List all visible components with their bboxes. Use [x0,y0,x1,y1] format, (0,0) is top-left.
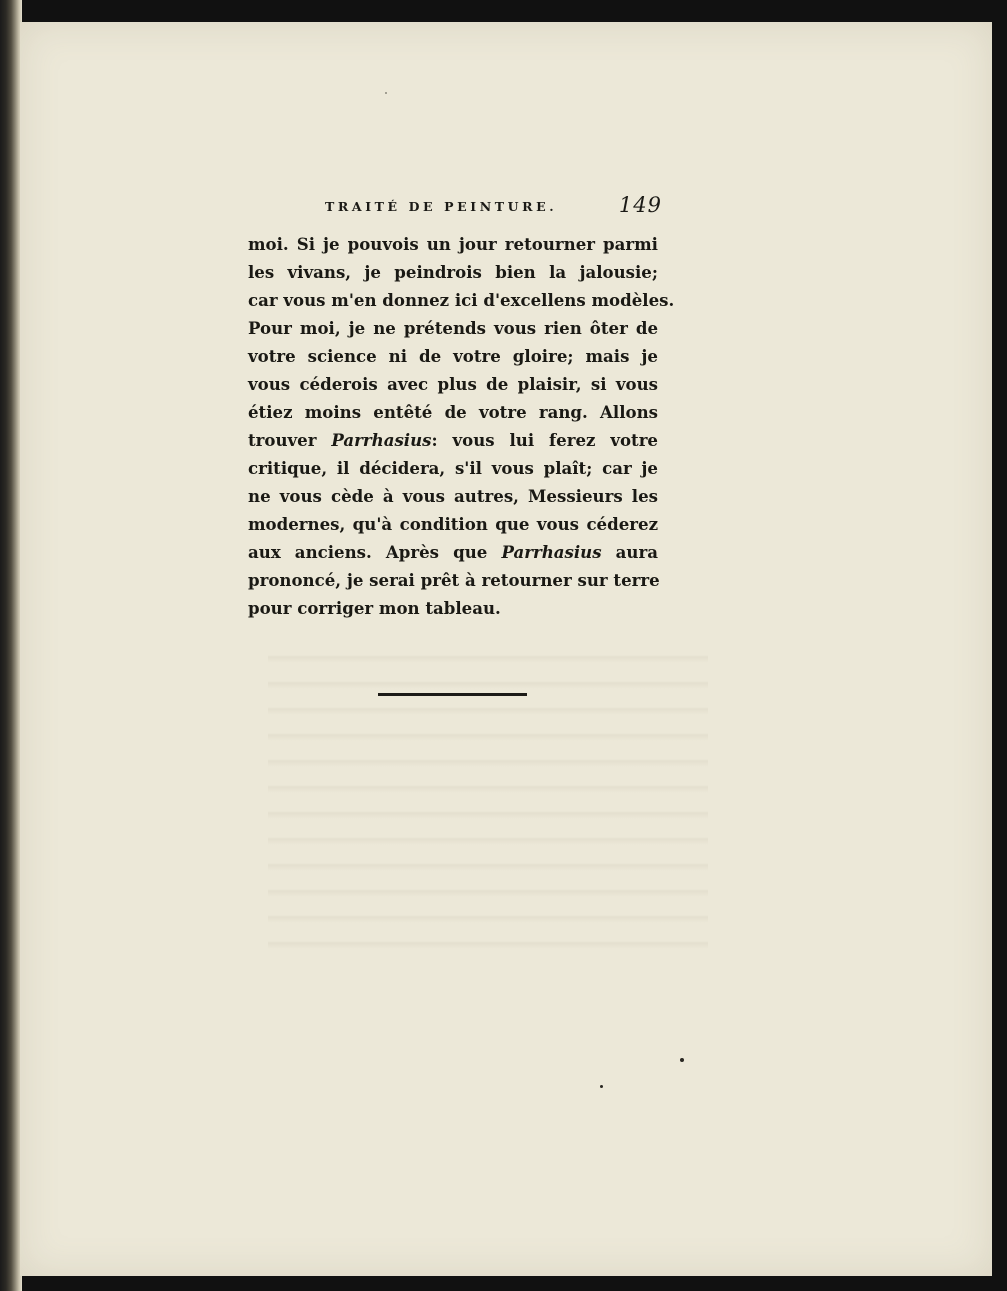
text-fragment: : vous lui ferez votre [431,430,658,450]
text-line: Pour moi, je ne prétends vous rien ôter de [248,318,658,338]
text-fragment: aux anciens. Après que [248,542,502,562]
text-line: moi. Si je pouvois un jour retourner parmi [248,234,658,254]
text-line: car vous m'en donnez ici d'excellens modèles. [248,290,675,310]
text-fragment: trouver [248,430,332,450]
italic-name: Parrhasius [331,430,432,450]
text-line [248,426,658,454]
text-line: vous céderois avec plus de plaisir, si vous [248,374,658,394]
text-line: ne vous cède à vous autres, Messieurs les [248,486,658,506]
text-line: pour corriger mon tableau. [248,598,501,618]
text-line: votre science ni de votre gloire; mais je [248,346,658,366]
page-header [325,193,662,223]
text-line: modernes, qu'à condition que vous céderez [248,514,658,534]
text-line [248,538,658,566]
text-line: les vivans, je peindrois bien la jalousie; [248,262,658,282]
paper-speck [680,1058,684,1062]
running-head: TRAITÉ DE PEINTURE. [325,199,558,214]
book-spine-edge [0,0,22,1291]
paper-speck [600,1085,603,1088]
body-paragraph [248,230,675,622]
text-line: critique, il décidera, s'il vous plaît; car je [248,458,658,478]
text-line: prononcé, je serai prêt à retourner sur terre [248,570,660,590]
page-number: 149 [618,193,662,217]
text-fragment: aura [601,542,658,562]
text-line: étiez moins entêté de votre rang. Allons [248,402,658,422]
italic-name: Parrhasius [501,542,602,562]
paper-speck [385,92,387,94]
show-through-texture [268,637,708,967]
section-divider-rule [378,693,527,696]
